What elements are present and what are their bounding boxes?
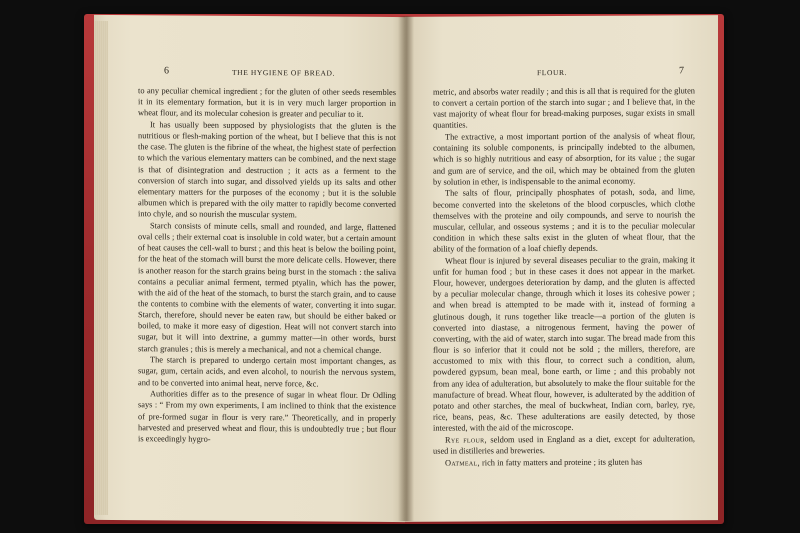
left-page <box>94 15 405 522</box>
paragraph <box>433 85 695 131</box>
paragraph-lead: Oatmeal, <box>445 458 480 468</box>
paragraph <box>433 130 695 187</box>
right-page <box>405 15 718 522</box>
paragraph-text: Wheat flour is injured by several diseases peculiar to the grain, making it unfit for human food ; but in these cases it does not appear in the market. Flour, however, undergoes deterioration by damp, and the gluten is affected by a peculiar molecular change, through which it loses its cohesive power ; and when bread is attempted to be made with it, instead of forming a glutinous dough, it runs together like treacle—a portion of the gluten is converted into diastase, a nitrogenous ferment, having the power of converting, with the aid of water, starch into sugar. The bread made from this flour is so inferior that it could not be sold ; the millers, therefore, are accustomed to mix with this flour, to correct such a condition, alum, powdered gypsum, bean meal, bone earth, or lime ; and this probably not from any idea of adulteration, but absolutely to make the flour suitable for the manufacture of bread. Wheat flour, however, is adulterated by the addition of potato and other starches, the meal of buckwheat, Indian corn, barley, rye, rice, beans, peas, &c. These adulterations are easily detected, by those interested, with the aid of the microscope. <box>433 255 695 433</box>
paragraph: to any peculiar chemical ingredient ; for the gluten of other seeds resembles it in its elementary formation, but it is in very much larger proportion in wheat flour, and its molecular cohesion is greater and peculiar to it. <box>138 86 396 120</box>
paragraph-text: seldom used in England as a diet, except for adulteration, used in distilleries and breweries. <box>433 434 695 456</box>
left-page-text <box>138 85 396 446</box>
paragraph-lead: Rye flour, <box>445 435 487 445</box>
paragraph-text: The salts of flour, principally phosphates of potash, soda, and lime, become converted into the skeletons of the blood corpuscles, which clothe themselves with the proteine and oily compounds, and serve to nourish the muscular, cellular, and osseous systems ; and it is to the peculiar molecular condition in which these salts exist in the gluten of wheat flour, that the ability of the formation of a loaf chiefly depends. <box>433 187 695 254</box>
paragraph <box>433 187 695 255</box>
open-book <box>94 16 718 521</box>
paragraph: The starch is prepared to undergo certain most important changes, as sugar, gum, certain acids, and even alcohol, to nourish the nervous system, and to be converted into animal heat, nerve force, &c. <box>138 355 396 389</box>
paragraph: It has usually been supposed by physiologists that the gluten is the nutritious or flesh-making portion of the wheat, but I believe that this is not the case. The gluten is the fibrine of the wheat, the highest state of perfection to which the various elementary matters can be combined, and the next stage is that of disintegration and destruction ; it acts as a ferment to the conversion of starch into sugar, and dissolved yields up its salts and other elementary matters for the purposes of the economy ; but it is the soluble albumen which is prepared with the oily matter to rapidly become converted into chyle, and so nourish the muscular system. <box>138 120 396 220</box>
left-running-head: THE HYGIENE OF BREAD. <box>232 67 336 78</box>
page-edges <box>94 21 108 515</box>
paragraph <box>433 433 695 457</box>
paragraph-text: metric, and absorbs water readily ; and this is all that is required for the gluten to convert a certain portion of the starch into sugar ; and I believe that, in the vast majority of wheat flour for bread-making purposes, sugar exists in small quantities. <box>433 86 695 131</box>
paragraph-text: The extractive, a most important portion of the analysis of wheat flour, containing its soluble components, is principally indebted to the albumen, which is so highly nutritious and easy of absorption, for its value ; the sugar and gum are of service, and the oil, which may be obtained from the gluten by solution in ether, is indispensable to the animal economy. <box>433 131 695 187</box>
right-page-text <box>433 85 695 468</box>
right-running-head: FLOUR. <box>537 67 568 78</box>
paragraph <box>433 456 695 469</box>
left-page-number: 6 <box>164 65 169 77</box>
right-page-number: 7 <box>679 65 684 77</box>
paragraph <box>433 254 695 434</box>
paragraph: Authorities differ as to the presence of sugar in wheat flour. Dr Odling says : “ From my own experiments, I am inclined to think that the existence of pre-formed sugar in flour is very rare.” Theoretically, and in properly harvested and preserved wheat and flour, this is undoubtedly true ; but flour is exceedingly hygro- <box>138 389 396 444</box>
paragraph-text: rich in fatty matters and proteine ; its gluten has <box>479 457 643 468</box>
paragraph: Starch consists of minute cells, small and rounded, and large, flattened oval cells ; their external coat is insoluble in cold water, but a certain amount of heat causes the cell-wall to burst ; and this heat is below the boiling point, for the heat of the stomach will burst the more delicate cells. However, there is another reason for the starch grains being burst in the stomach : the saliva contains a peculiar animal ferment, termed ptyalin, which has the power, with the aid of the heat of the stomach, to burst the starch grain, and to cause the contents to combine with the elements of water, converting it into sugar. Starch, therefore, should never be eaten raw, but should be either baked or boiled, to make it more easy of digestion. Heat will not convert starch into sugar, but it will into dextrine, a gummy matter—in other words, burst starch granules ; this is merely a mechanical, and not a chemical change. <box>138 221 396 355</box>
